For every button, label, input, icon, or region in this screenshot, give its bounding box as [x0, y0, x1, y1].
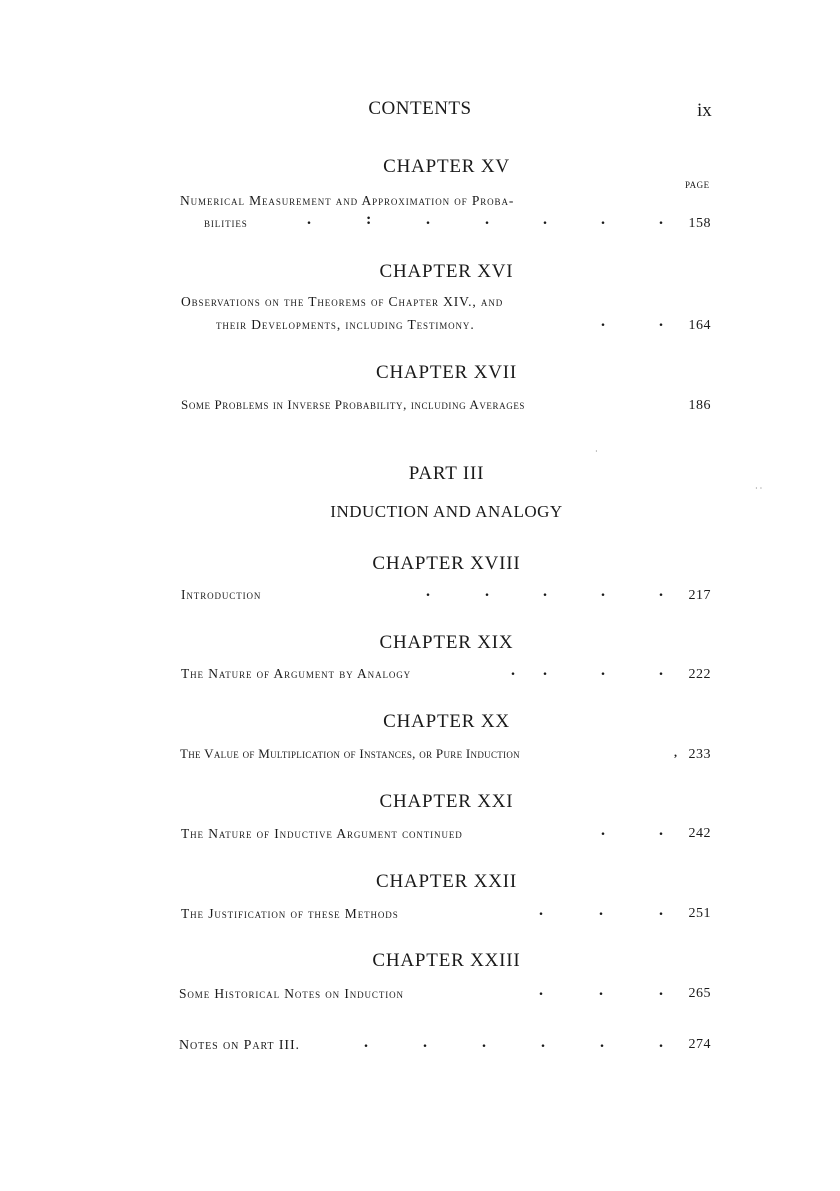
- leader-dot: .: [485, 583, 489, 600]
- chapter-heading: CHAPTER XVI: [379, 261, 514, 282]
- toc-page-number: 233: [688, 747, 711, 762]
- chapter-heading: CHAPTER XXIII: [372, 950, 521, 971]
- chapter-heading: CHAPTER XXII: [375, 871, 517, 892]
- toc-entry-title: Notes on Part III.: [179, 1038, 300, 1053]
- toc-entry-title: Some Historical Notes on Induction: [179, 986, 404, 1001]
- leader-dot: .: [659, 662, 663, 679]
- chapter-heading: CHAPTER XV: [383, 156, 510, 177]
- toc-entry-title: The Nature of Inductive Argument continued: [181, 826, 463, 841]
- leader-dot: .: [601, 313, 605, 330]
- page-number: ix: [697, 100, 712, 121]
- leader-dot: .: [423, 1034, 427, 1051]
- leader-dot: .: [601, 662, 605, 679]
- leader-dot: .: [543, 583, 547, 600]
- toc-entry-title-cont: their Developments, including Testimony.: [216, 317, 475, 332]
- chapter-heading: CHAPTER XVIII: [372, 553, 521, 574]
- leader-dot: .: [426, 583, 430, 600]
- leader-dot: .: [543, 662, 547, 679]
- leader-dot: .: [511, 662, 515, 679]
- toc-page-number: 217: [688, 588, 711, 603]
- toc-page-number: 265: [688, 986, 711, 1001]
- leader-dot: .: [600, 1034, 604, 1051]
- toc-page-number: 164: [688, 318, 711, 333]
- leader-dot: .: [659, 822, 663, 839]
- page-column-label: PAGE: [685, 180, 710, 190]
- part-subtitle: INDUCTION AND ANALOGY: [330, 502, 563, 521]
- leader-dot: .: [307, 211, 311, 228]
- leader-dot: .: [601, 211, 605, 228]
- chapter-heading: CHAPTER XX: [383, 711, 510, 732]
- toc-page-number: 274: [688, 1037, 711, 1052]
- toc-page-number: 242: [688, 826, 711, 841]
- toc-entry-title: The Nature of Argument by Analogy: [181, 666, 412, 681]
- part-heading: PART III: [408, 463, 485, 484]
- leader-dot: .: [539, 902, 543, 919]
- toc-entry-title: Some Problems in Inverse Probability, including Averages: [181, 397, 526, 412]
- toc-entry-title-cont: bilities: [204, 215, 248, 230]
- leader-dot: .: [659, 211, 663, 228]
- toc-entry-title: Introduction: [181, 587, 262, 602]
- leader-dot: .: [601, 583, 605, 600]
- leader-dot: .: [485, 211, 489, 228]
- toc-page-number: 222: [688, 667, 711, 682]
- leader-dot: .: [539, 982, 543, 999]
- leader-dot: .: [659, 982, 663, 999]
- print-speck: ·: [595, 447, 598, 456]
- chapter-heading: CHAPTER XXI: [379, 791, 514, 812]
- leader-dot: .: [543, 211, 547, 228]
- leader-dot: .: [599, 982, 603, 999]
- leader-dot: :: [366, 211, 372, 228]
- chapter-heading: CHAPTER XVII: [375, 362, 517, 383]
- leader-dot: .: [541, 1034, 545, 1051]
- toc-page-number: 186: [688, 398, 711, 413]
- leader-dot: .: [364, 1034, 368, 1051]
- leader-dot: .: [482, 1034, 486, 1051]
- toc-entry-title: The Value of Multiplication of Instances, or Pure Induction: [180, 746, 520, 761]
- leader-dot: .: [659, 902, 663, 919]
- running-head: CONTENTS: [368, 98, 472, 119]
- leader-dot: .: [659, 313, 663, 330]
- leader-dot: .: [426, 211, 430, 228]
- leader-dot: ,: [674, 745, 677, 759]
- leader-dot: .: [659, 1034, 663, 1051]
- print-speck: · ·: [755, 484, 763, 493]
- toc-entry-title: Observations on the Theorems of Chapter XIV., and: [181, 294, 504, 309]
- leader-dot: .: [599, 902, 603, 919]
- toc-entry-title: Numerical Measurement and Approximation of Proba-: [180, 193, 515, 208]
- leader-dot: .: [601, 822, 605, 839]
- toc-page-number: 251: [688, 906, 711, 921]
- leader-dot: .: [659, 583, 663, 600]
- toc-entry-title: The Justification of these Methods: [181, 906, 399, 921]
- toc-page-number: 158: [688, 216, 711, 231]
- chapter-heading: CHAPTER XIX: [379, 632, 514, 653]
